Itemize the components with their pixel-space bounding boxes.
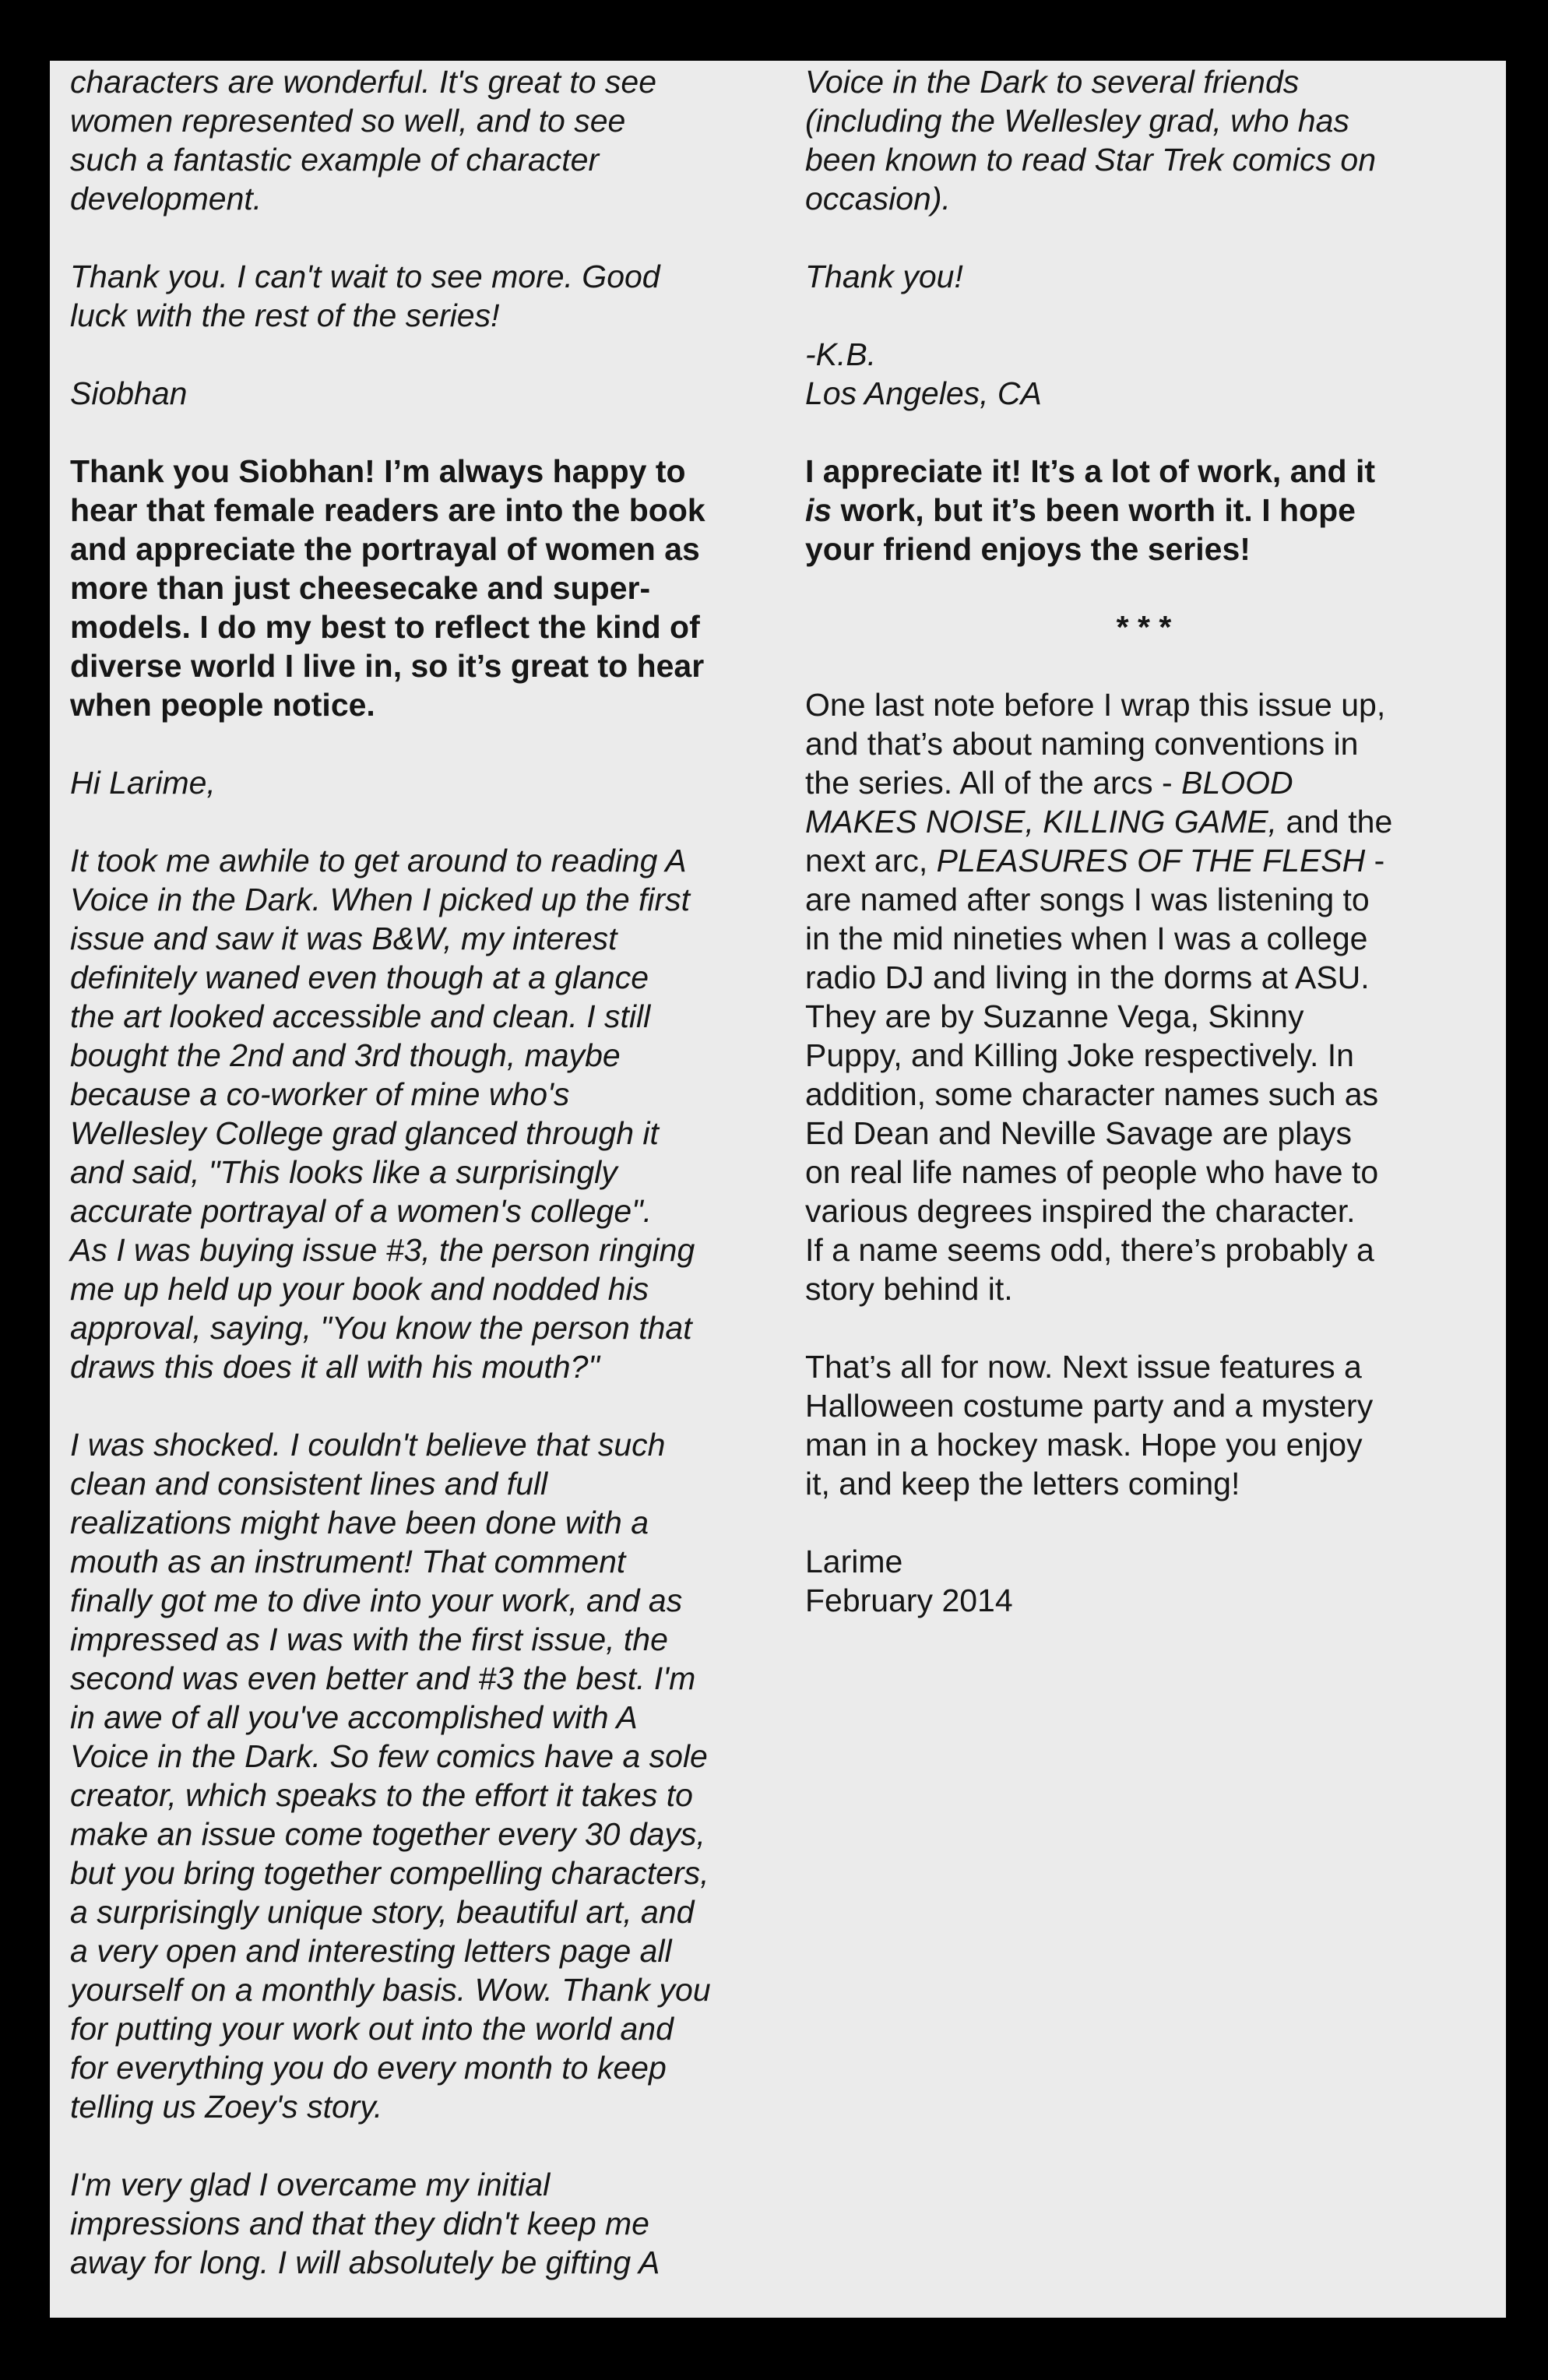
text-line: hear that female readers are into the book — [70, 492, 705, 528]
text-line: various degrees inspired the character. — [805, 1193, 1356, 1229]
text-line: Thank you. I can't wait to see more. Good — [70, 259, 660, 294]
text-line: a surprisingly unique story, beautiful art, and — [70, 1894, 695, 1930]
text-line: draws this does it all with his mouth?" — [70, 1349, 600, 1385]
text-line: Puppy, and Killing Joke respectively. In — [805, 1037, 1354, 1073]
text-line: definitely waned even though at a glance — [70, 959, 649, 995]
text-line: impressions and that they didn't keep me — [70, 2206, 649, 2241]
arc-title: MAKES NOISE, KILLING GAME, — [805, 804, 1278, 840]
text-line: Wellesley College grad glanced through it — [70, 1115, 659, 1151]
text-line: your friend enjoys the series! — [805, 531, 1251, 567]
reply1-paragraph — [70, 452, 802, 724]
text-line: are named after songs I was listening to — [805, 882, 1370, 917]
text-line: in awe of all you've accomplished with A — [70, 1699, 638, 1735]
text-line: more than just cheesecake and super- — [70, 570, 651, 606]
text-line: If a name seems odd, there’s probably a — [805, 1232, 1374, 1268]
text-line: They are by Suzanne Vega, Skinny — [805, 998, 1304, 1034]
letter2-signature — [805, 335, 1483, 413]
text-line: because a co-worker of mine who's — [70, 1076, 570, 1112]
text-line: models. I do my best to reflect the kind of — [70, 609, 700, 645]
text-line: luck with the rest of the series! — [70, 298, 500, 333]
text-fragment: next arc, — [805, 843, 937, 878]
editor-note-paragraph-2 — [805, 1347, 1483, 1503]
text-line: and appreciate the portrayal of women as — [70, 531, 700, 567]
arc-title: BLOOD — [1181, 765, 1293, 801]
text-line: but you bring together compelling characters, — [70, 1855, 709, 1891]
text-line: and that’s about naming conventions in — [805, 726, 1359, 762]
text-line: clean and consistent lines and full — [70, 1466, 548, 1502]
letter1-thanks-paragraph — [70, 257, 802, 335]
text-line: accurate portrayal of a women's college". — [70, 1193, 653, 1229]
text-line — [805, 763, 1483, 802]
text-line: diverse world I live in, so it’s great to hear — [70, 648, 705, 684]
text-line — [805, 491, 1483, 530]
text-line: Voice in the Dark. When I picked up the first — [70, 882, 691, 917]
text-line: Ed Dean and Neville Savage are plays — [805, 1115, 1352, 1151]
text-line: bought the 2nd and 3rd though, maybe — [70, 1037, 621, 1073]
letter2-thanks — [805, 257, 1483, 296]
letter2-greeting — [70, 763, 802, 802]
text-line: the art looked accessible and clean. I still — [70, 998, 651, 1034]
text-line: on real life names of people who have to — [805, 1154, 1379, 1190]
text-line — [805, 802, 1483, 841]
text-line: such a fantastic example of character — [70, 142, 600, 178]
letters-page — [50, 61, 1506, 2318]
text-fragment: and the — [1277, 804, 1393, 840]
text-line: addition, some character names such as — [805, 1076, 1379, 1112]
letter2-paragraph-3 — [70, 2165, 802, 2282]
text-line: story behind it. — [805, 1271, 1013, 1307]
separator-text: * * * — [1116, 609, 1172, 645]
emphasis-text: is — [805, 492, 832, 528]
text-fragment: - — [1365, 843, 1385, 878]
editor-note-paragraph-1 — [805, 685, 1483, 1308]
signature-location: Los Angeles, CA — [805, 375, 1042, 411]
text-line: and said, "This looks like a surprisingly — [70, 1154, 617, 1190]
reply2-paragraph — [805, 452, 1483, 569]
author-name: Larime — [805, 1544, 903, 1579]
text-line: radio DJ and living in the dorms at ASU. — [805, 959, 1370, 995]
text-line: It took me awhile to get around to reading A — [70, 843, 687, 878]
text-line: I'm very glad I overcame my initial — [70, 2167, 551, 2202]
text-line: As I was buying issue #3, the person ringing — [70, 1232, 695, 1268]
text-line: impressed as I was with the first issue, the — [70, 1621, 668, 1657]
text-line: make an issue come together every 30 days, — [70, 1816, 705, 1852]
text-line: development. — [70, 181, 262, 217]
text-line: approval, saying, "You know the person that — [70, 1310, 692, 1346]
text-line: for everything you do every month to keep — [70, 2050, 667, 2086]
text-line: (including the Wellesley grad, who has — [805, 103, 1349, 139]
text-line: Halloween costume party and a mystery — [805, 1388, 1374, 1424]
text-line: Thank you Siobhan! I’m always happy to — [70, 453, 686, 489]
editor-signoff — [805, 1542, 1483, 1620]
greeting-text: Hi Larime, — [70, 765, 216, 801]
text-line: I appreciate it! It’s a lot of work, and it — [805, 453, 1376, 489]
signature-name: Siobhan — [70, 375, 188, 411]
text-line: telling us Zoey's story. — [70, 2089, 383, 2125]
text-line: occasion). — [805, 181, 951, 217]
letter1-signature — [70, 374, 802, 413]
text-line: Voice in the Dark to several friends — [805, 64, 1300, 100]
letter1-closing-paragraph — [70, 62, 802, 218]
text-fragment: work, but it’s been worth it. I hope — [832, 492, 1356, 528]
text-line: man in a hockey mask. Hope you enjoy — [805, 1427, 1363, 1463]
text-line: Voice in the Dark. So few comics have a sole — [70, 1738, 708, 1774]
thanks-text: Thank you! — [805, 259, 963, 294]
text-line: away for long. I will absolutely be gifting A — [70, 2244, 660, 2280]
text-line: in the mid nineties when I was a college — [805, 921, 1368, 956]
text-fragment: the series. All of the arcs - — [805, 765, 1182, 801]
text-line: finally got me to dive into your work, and as — [70, 1583, 683, 1618]
text-line: been known to read Star Trek comics on — [805, 142, 1377, 178]
text-line: it, and keep the letters coming! — [805, 1466, 1240, 1502]
text-line: realizations might have been done with a — [70, 1505, 649, 1540]
text-line: creator, which speaks to the effort it takes to — [70, 1777, 693, 1813]
arc-title: PLEASURES OF THE FLESH — [936, 843, 1366, 878]
text-line: characters are wonderful. It's great to see — [70, 64, 657, 100]
text-line: me up held up your book and nodded his — [70, 1271, 649, 1307]
text-line: women represented so well, and to see — [70, 103, 626, 139]
text-line: yourself on a monthly basis. Wow. Thank you — [70, 1972, 711, 2008]
text-line: One last note before I wrap this issue up, — [805, 687, 1386, 723]
letter2-paragraph-1 — [70, 841, 802, 1386]
text-line: second was even better and #3 the best. I'm — [70, 1660, 696, 1696]
text-line: issue and saw it was B&W, my interest — [70, 921, 617, 956]
letter2-paragraph-2 — [70, 1425, 802, 2126]
text-line: a very open and interesting letters page all — [70, 1933, 672, 1969]
right-column — [805, 62, 1483, 1659]
text-line: when people notice. — [70, 687, 375, 723]
section-separator — [805, 607, 1483, 646]
left-column — [70, 62, 802, 2318]
text-line: mouth as an instrument! That comment — [70, 1544, 626, 1579]
letter2-continuation — [805, 62, 1483, 218]
signoff-date: February 2014 — [805, 1583, 1013, 1618]
text-line: for putting your work out into the world and — [70, 2011, 674, 2047]
signature-name: -K.B. — [805, 336, 877, 372]
text-line — [805, 841, 1483, 880]
text-line: That’s all for now. Next issue features a — [805, 1349, 1362, 1385]
text-line: I was shocked. I couldn't believe that such — [70, 1427, 666, 1463]
